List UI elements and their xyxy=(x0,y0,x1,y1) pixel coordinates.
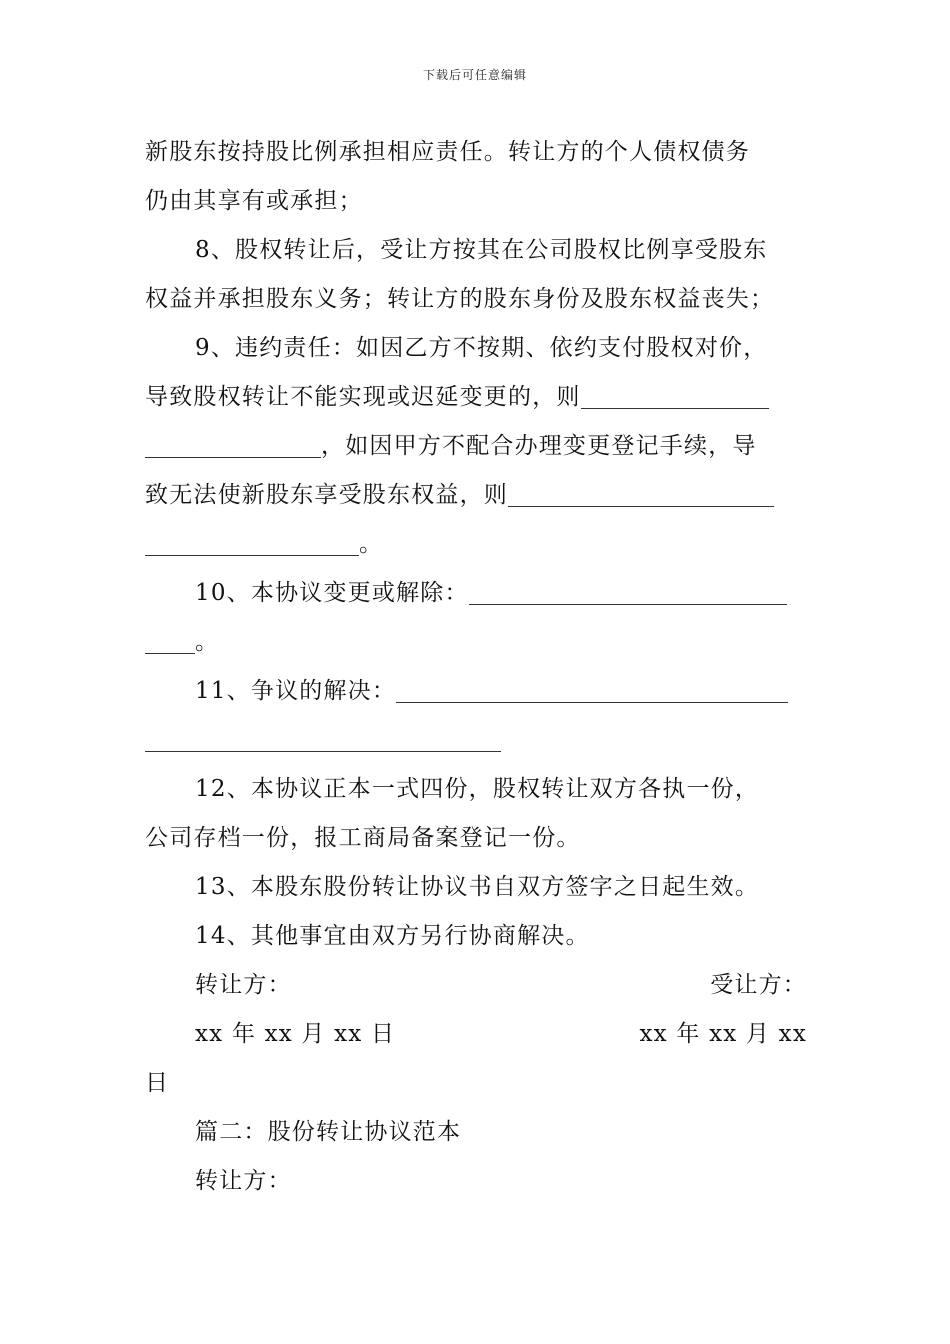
paragraph-14: 14、其他事宜由双方另行协商解决。 xyxy=(195,923,590,949)
paragraph-10-line-1 xyxy=(145,569,807,618)
fill-blank xyxy=(469,578,787,605)
paragraph-9-line-3 xyxy=(145,422,807,471)
paragraph-12-line-1: 12、本协议正本一式四份，股权转让双方各执一份， xyxy=(195,776,760,802)
paragraph-7-line-1: 新股东按持股比例承担相应责任。转让方的个人债权债务 xyxy=(145,139,750,165)
document-body xyxy=(145,128,807,1206)
paragraph-9-text: 导致股权转让不能实现或迟延变更的，则 xyxy=(145,384,581,410)
paragraph-12-line-2: 公司存档一份，报工商局备案登记一份。 xyxy=(145,825,581,851)
paragraph-9-text: ，如因甲方不配合办理变更登记手续，导 xyxy=(321,433,757,459)
fill-blank xyxy=(508,480,774,507)
paragraph-13: 13、本股东股份转让协议书自双方签字之日起生效。 xyxy=(195,874,760,900)
page-header: 下载后可任意编辑 xyxy=(422,68,527,82)
date-row xyxy=(145,1010,807,1059)
paragraph-9-text: 致无法使新股东享受股东权益，则 xyxy=(145,482,508,508)
section-2-transferor: 转让方： xyxy=(195,1168,292,1194)
fill-blank xyxy=(396,676,788,703)
fill-blank xyxy=(145,725,501,752)
paragraph-9-line-2 xyxy=(145,373,807,422)
paragraph-7-line-2: 仍由其享有或承担； xyxy=(145,188,363,214)
paragraph-11-line-1 xyxy=(145,667,807,716)
transferor-label: 转让方： xyxy=(195,972,292,998)
fill-blank xyxy=(145,529,359,556)
section-2-title: 篇二：股份转让协议范本 xyxy=(195,1119,462,1145)
transferee-label: 受让方： xyxy=(710,972,807,998)
paragraph-9-line-4 xyxy=(145,471,807,520)
fill-blank xyxy=(581,382,769,409)
paragraph-10-line-2 xyxy=(145,618,807,667)
date-right: xx 年 xx 月 xx xyxy=(639,1021,807,1047)
paragraph-9-text: 。 xyxy=(359,531,384,557)
paragraph-10-text: 。 xyxy=(195,629,220,655)
paragraph-11-line-2 xyxy=(145,716,807,765)
paragraph-11-text: 11、争议的解决： xyxy=(195,678,397,704)
paragraph-9-line-5 xyxy=(145,520,807,569)
paragraph-10-text: 10、本协议变更或解除： xyxy=(195,580,469,606)
fill-blank xyxy=(145,627,195,654)
paragraph-8-line-2: 权益并承担股东义务；转让方的股东身份及股东权益丧失； xyxy=(145,286,775,312)
paragraph-9-line-1: 9、违约责任：如因乙方不按期、依约支付股权对价， xyxy=(195,335,768,361)
date-right-tail: 日 xyxy=(145,1070,170,1096)
paragraph-8-line-1: 8、股权转让后，受让方按其在公司股权比例享受股东 xyxy=(195,237,768,263)
fill-blank xyxy=(145,431,321,458)
date-left: xx 年 xx 月 xx 日 xyxy=(195,1021,396,1047)
signature-row xyxy=(145,961,807,1010)
